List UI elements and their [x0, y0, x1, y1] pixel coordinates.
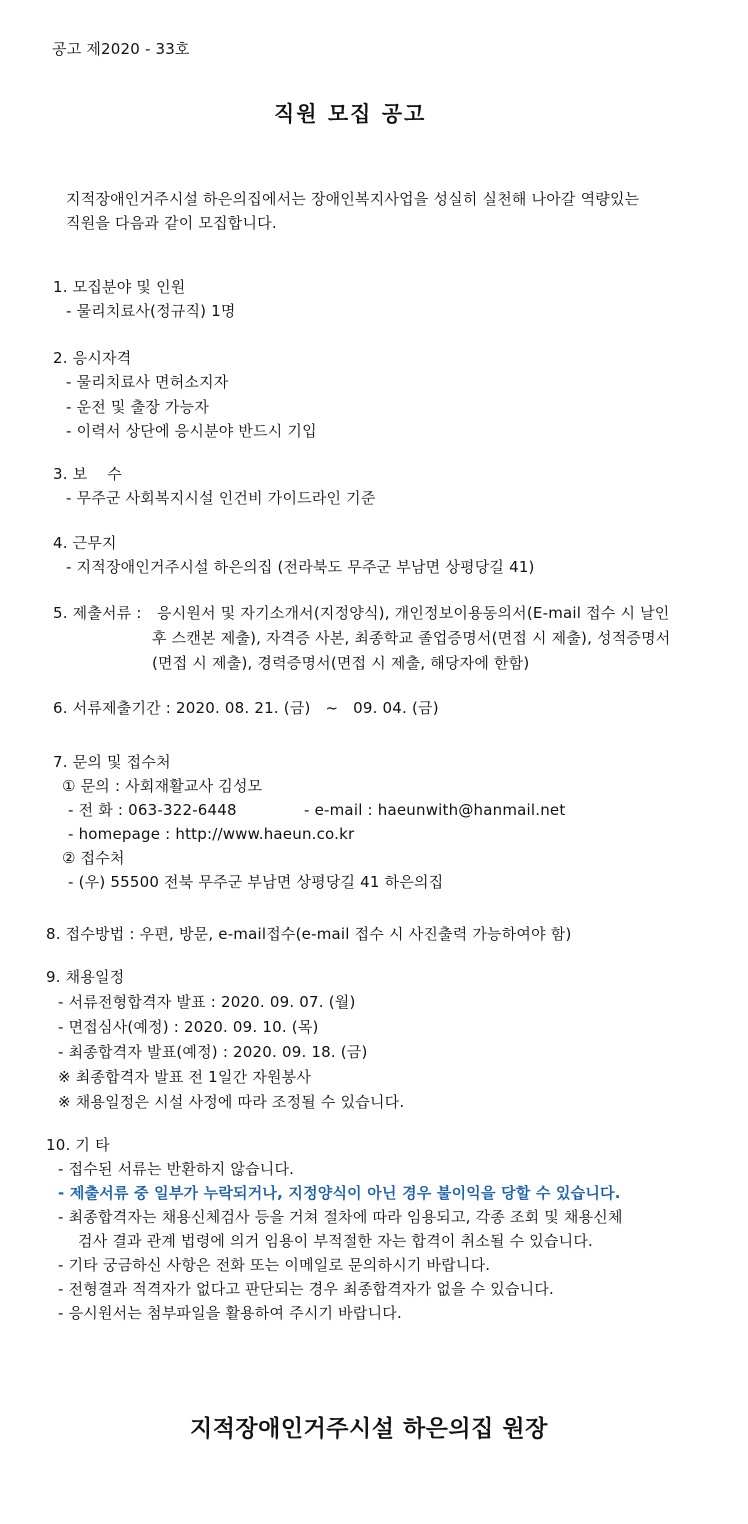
section-application-method: 8. 접수방법 : 우편, 방문, e-mail접수(e-mail 접수 시 사진출력 가능하여야 함): [46, 925, 572, 943]
highlight-notice: - 제출서류 중 일부가 누락되거나, 지정양식이 아닌 경우 불이익을 당할 수 있습니다.: [58, 1184, 621, 1202]
documents-line: 응시원서 및 자기소개서(지정양식), 개인정보이용동의서(E-mail 접수 시 날인: [157, 604, 670, 622]
intro-line: 직원을 다음과 같이 모집합니다.: [66, 214, 277, 232]
contact-reception: ② 접수처: [62, 849, 125, 867]
section-heading: 3. 보 수: [53, 465, 122, 483]
contact-inquiry: ① 문의 : 사회재활교사 김성모: [62, 777, 263, 795]
section-heading: 2. 응시자격: [53, 349, 132, 367]
section-heading: 9. 채용일정: [46, 968, 125, 986]
list-item: - 물리치료사(정규직) 1명: [66, 302, 236, 320]
notice-number: 공고 제2020 - 33호: [52, 40, 190, 58]
section-heading: 10. 기 타: [46, 1136, 110, 1154]
contact-email: - e-mail : haeunwith@hanmail.net: [304, 801, 566, 819]
section-submission-period: 6. 서류제출기간 : 2020. 08. 21. (금) ~ 09. 04. (금): [53, 699, 439, 717]
list-item-continuation: 검사 결과 관계 법령에 의거 임용이 부적절한 자는 합격이 취소될 수 있습니다.: [78, 1232, 594, 1250]
note-item: ※ 최종합격자 발표 전 1일간 자원봉사: [58, 1068, 312, 1086]
list-item: - 최종합격자 발표(예정) : 2020. 09. 18. (금): [58, 1043, 368, 1061]
list-item: - 전형결과 적격자가 없다고 판단되는 경우 최종합격자가 없을 수 있습니다.: [58, 1280, 554, 1298]
section-heading: 7. 문의 및 접수처: [53, 753, 171, 771]
list-item: - 면접심사(예정) : 2020. 09. 10. (목): [58, 1018, 319, 1036]
list-item: - 운전 및 출장 가능자: [66, 398, 210, 416]
list-item: - 최종합격자는 채용신체검사 등을 거쳐 절차에 따라 임용되고, 각종 조회 및 채용신체: [58, 1208, 623, 1226]
list-item: - 응시원서는 첨부파일을 활용하여 주시기 바랍니다.: [58, 1304, 402, 1322]
contact-phone: - 전 화 : 063-322-6448: [68, 801, 237, 819]
section-heading: 4. 근무지: [53, 534, 117, 552]
contact-address: - (우) 55500 전북 무주군 부남면 상평당길 41 하은의집: [68, 873, 444, 891]
list-item: - 접수된 서류는 반환하지 않습니다.: [58, 1160, 295, 1178]
list-item: - 서류전형합격자 발표 : 2020. 09. 07. (월): [58, 993, 356, 1011]
note-item: ※ 채용일정은 시설 사정에 따라 조정될 수 있습니다.: [58, 1093, 405, 1111]
list-item: - 지적장애인거주시설 하은의집 (전라북도 무주군 부남면 상평당길 41): [66, 558, 535, 576]
list-item: - 이력서 상단에 응시분야 반드시 기입: [66, 422, 317, 440]
list-item: - 기타 궁금하신 사항은 전화 또는 이메일로 문의하시기 바랍니다.: [58, 1256, 491, 1274]
intro-line: 지적장애인거주시설 하은의집에서는 장애인복지사업을 성실히 실천해 나아갈 역량있는: [66, 190, 640, 208]
contact-homepage: - homepage : http://www.haeun.co.kr: [68, 825, 355, 843]
section-heading: 5. 제출서류 :: [53, 604, 142, 622]
list-item: - 물리치료사 면허소지자: [66, 373, 229, 391]
page-title: 직원 모집 공고: [274, 102, 427, 126]
list-item: - 무주군 사회복지시설 인건비 가이드라인 기준: [66, 489, 376, 507]
documents-line: 후 스캔본 제출), 자격증 사본, 최종학교 졸업증명서(면접 시 제출), 성적증명서: [152, 629, 671, 647]
documents-line: (면접 시 제출), 경력증명서(면접 시 제출, 해당자에 한함): [152, 654, 530, 672]
section-heading: 1. 모집분야 및 인원: [53, 278, 186, 296]
signature-line: 지적장애인거주시설 하은의집 원장: [190, 1416, 548, 1442]
